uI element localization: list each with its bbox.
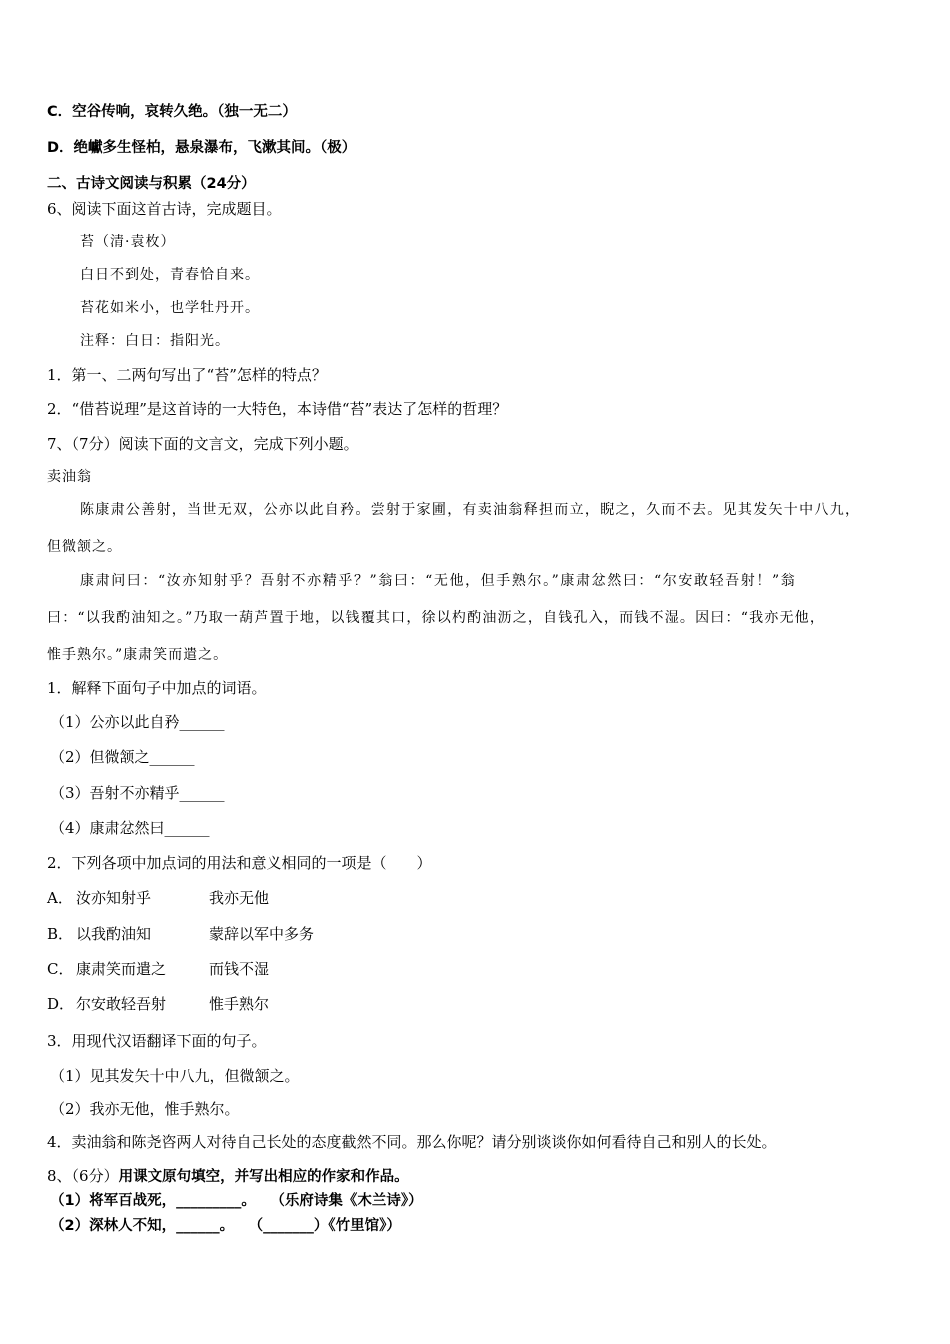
- passage-title: 卖油翁: [47, 469, 92, 485]
- poem-line: 苔花如米小，也学牡丹开。: [80, 300, 260, 316]
- q8-prefix: 8、（6分）: [47, 1167, 119, 1185]
- choice-letter: C．: [47, 960, 74, 978]
- q7-intro: 7、（7分）阅读下面的文言文，完成下列小题。: [47, 435, 359, 453]
- q6-intro: 6、阅读下面这首古诗，完成题目。: [47, 200, 282, 218]
- section-heading: 二、古诗文阅读与积累（24分）: [47, 176, 256, 192]
- passage-line: 但微颔之。: [47, 539, 122, 555]
- choice-right: 蒙辞以军中多务: [209, 925, 315, 943]
- poem-title: 苔（清·袁枚）: [80, 234, 176, 250]
- choice-left: 以我酌油知: [76, 925, 152, 943]
- q7-sub1-title: 1．解释下面句子中加点的词语。: [47, 679, 267, 697]
- option-letter: D．: [47, 140, 74, 156]
- q7-sub3-item: （1）见其发矢十中八九，但微颔之。: [50, 1067, 300, 1085]
- q7-sub4: 4．卖油翁和陈尧咨两人对待自己长处的态度截然不同。那么你呢？请分别谈谈你如何看待自己和别人的长处。: [47, 1133, 777, 1151]
- choice-left: 尔安敢轻吾射: [76, 995, 167, 1013]
- q8-instruction: 用课文原句填空，并写出相应的作家和作品。: [118, 1169, 409, 1185]
- option-d: [47, 138, 356, 158]
- q7-sub1-item: （2）但微颔之______: [50, 748, 195, 766]
- q6-sub1: 1．第一、二两句写出了“苔”怎样的特点？: [47, 366, 327, 384]
- passage-line: 惟手熟尔。”康肃笑而遣之。: [47, 647, 229, 663]
- q8-item: （2）深林人不知，______。 （_______）《竹里馆》）: [50, 1218, 401, 1234]
- option-text: 空谷传响，哀转久绝。（独一无二）: [72, 104, 297, 120]
- choice-right: 而钱不湿: [209, 960, 270, 978]
- choice-right: 惟手熟尔: [209, 995, 270, 1013]
- option-letter: C．: [47, 104, 73, 120]
- q7-sub3-title: 3．用现代汉语翻译下面的句子。: [47, 1032, 267, 1050]
- option-text: 绝巘多生怪柏，悬泉瀑布，飞漱其间。（极）: [73, 140, 357, 156]
- q7-sub2-title: 2．下列各项中加点词的用法和意义相同的一项是（ ）: [47, 854, 432, 872]
- q7-sub1-item: （3）吾射不亦精乎______: [50, 784, 225, 802]
- choice-left: 汝亦知射乎: [76, 889, 152, 907]
- q7-sub3-item: （2）我亦无他，惟手熟尔。: [50, 1100, 240, 1118]
- choice-left: 康肃笑而遣之: [76, 960, 167, 978]
- choice-letter: A．: [47, 889, 73, 907]
- q8-intro: [47, 1166, 409, 1187]
- passage-line: 康肃问曰：“汝亦知射乎？吾射不亦精乎？”翁曰：“无他，但手熟尔。”康肃忿然曰：“尔安敢轻吾射！”翁: [80, 573, 797, 589]
- option-c: [47, 102, 297, 122]
- poem-note: 注释：白日：指阳光。: [80, 333, 230, 349]
- poem-line: 白日不到处，青春恰自来。: [80, 267, 260, 283]
- choice-letter: D．: [47, 995, 75, 1013]
- q7-sub1-item: （4）康肃忿然曰______: [50, 819, 210, 837]
- choice-right: 我亦无他: [209, 889, 270, 907]
- q7-sub1-item: （1）公亦以此自矜______: [50, 713, 225, 731]
- q8-item: （1）将军百战死，_________。 （乐府诗集《木兰诗》）: [50, 1193, 423, 1209]
- passage-line: 曰：“以我酌油知之。”乃取一葫芦置于地，以钱覆其口，徐以杓酌油沥之，自钱孔入，而钱不湿。因曰：“我亦无他，: [47, 610, 826, 626]
- q6-sub2: 2．“借苔说理”是这首诗的一大特色，本诗借“苔”表达了怎样的哲理？: [47, 400, 508, 418]
- choice-letter: B．: [47, 925, 74, 943]
- passage-line: 陈康肃公善射，当世无双，公亦以此自矜。尝射于家圃，有卖油翁释担而立，睨之，久而不去。见其发矢十中八九，: [80, 502, 861, 518]
